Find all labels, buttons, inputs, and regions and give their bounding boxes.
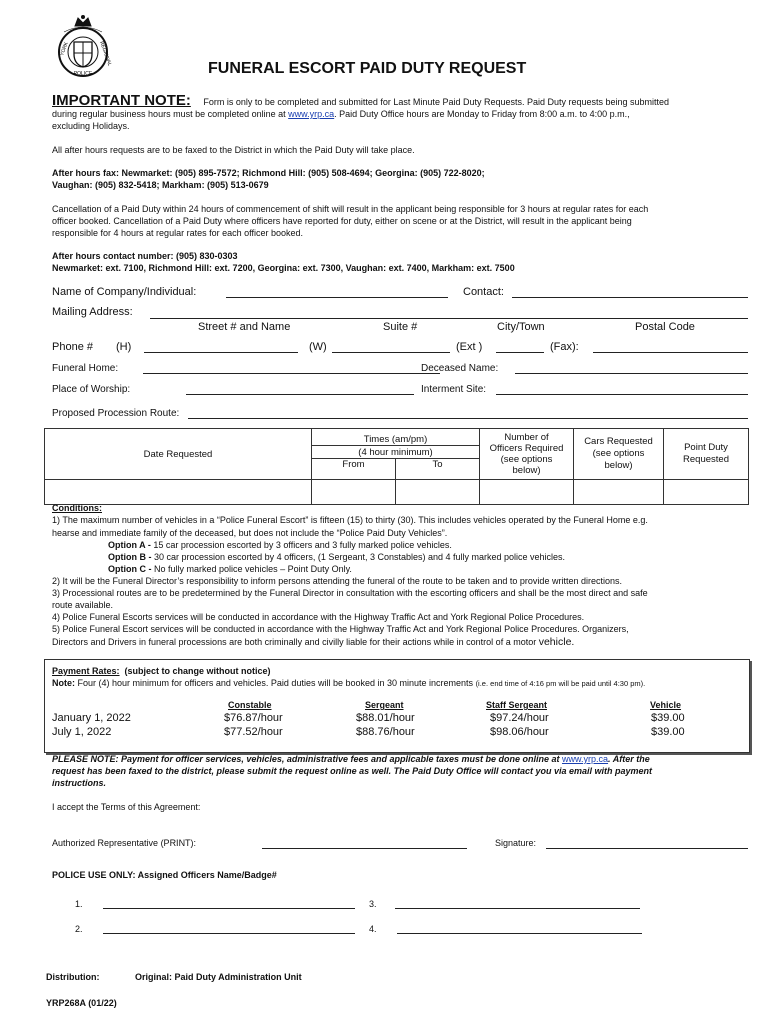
svg-text:REGIONAL: REGIONAL <box>98 40 112 67</box>
work-phone-input-line[interactable] <box>332 352 450 353</box>
rate-row-1-vehicle: $39.00 <box>651 712 685 724</box>
phone-label: Phone # <box>52 341 93 353</box>
after-hours-contact-line1: After hours contact number: (905) 830-0303 <box>52 251 238 261</box>
form-code: YRP268A (01/22) <box>46 998 117 1008</box>
condition-5a: 5) Police Funeral Escort services will be conducted in accordance with the Highway Traffic Act and York Regional Police Procedures. Organizers, <box>52 624 629 634</box>
from-time-cell[interactable] <box>312 480 396 505</box>
deceased-name-input-line[interactable] <box>515 373 748 374</box>
condition-1b: hearse and immediate family of the deceased, but does not include the “Police Paid Duty Vehicles”. <box>52 528 448 538</box>
extension-label: (Ext ) <box>456 341 483 353</box>
condition-5c-text: vehicle. <box>538 636 575 648</box>
funeral-home-input-line[interactable] <box>143 373 440 374</box>
rate-row-2-sergeant: $88.76/hour <box>356 726 415 738</box>
suite-caption: Suite # <box>383 321 418 333</box>
four-hour-minimum-header: (4 hour minimum) <box>312 446 480 459</box>
officer-2-input-line[interactable] <box>103 933 355 934</box>
option-a-text: 15 car procession escorted by 3 officers and 3 fully marked police vehicles. <box>153 540 452 550</box>
cars-header-line1: Cars Requested <box>584 436 653 447</box>
officer-4-input-line[interactable] <box>397 933 642 934</box>
option-c-text: No fully marked police vehicles – Point Duty Only. <box>154 564 352 574</box>
rate-row-1-sergeant: $88.01/hour <box>356 712 415 724</box>
interment-site-label: Interment Site: <box>421 384 487 395</box>
form-title: FUNERAL ESCORT PAID DUTY REQUEST <box>208 60 527 77</box>
police-use-only-heading: POLICE USE ONLY: Assigned Officers Name/Badge# <box>52 870 277 880</box>
point-duty-header <box>664 429 749 480</box>
cancellation-line2: officer booked. Cancellation of a Paid Duty where officers have reported for duty, either on scene or at the District, will result in the applicant being <box>52 216 632 226</box>
home-phone-label: (H) <box>116 341 132 353</box>
important-note-line1 <box>52 92 669 110</box>
svg-text:YORK: YORK <box>59 41 70 57</box>
payment-note <box>52 678 645 688</box>
rate-row-1-staff-sergeant: $97.24/hour <box>490 712 549 724</box>
officers-header-line3: (see options <box>500 454 553 465</box>
please-note-line2: request has been faxed to the district, please submit the request online as well. The Paid Duty Office will contact you via email with payment <box>52 766 652 776</box>
important-label: IMPORTANT NOTE: <box>52 92 191 109</box>
rate-row-1-constable: $76.87/hour <box>224 712 283 724</box>
option-c-label: Option C - <box>108 564 152 574</box>
payment-rates-heading: Payment Rates: <box>52 666 120 676</box>
point-duty-header-line1: Point Duty <box>684 442 728 453</box>
york-regional-police-crest-logo <box>54 12 112 78</box>
conditions-heading: Conditions: <box>52 503 102 513</box>
condition-4: 4) Police Funeral Escorts services will be conducted in accordance with the Highway Traffic Act and York Regional Police Procedures. <box>52 612 585 622</box>
officers-header-line1: Number of <box>504 432 549 443</box>
rate-row-2-constable: $77.52/hour <box>224 726 283 738</box>
work-phone-label: (W) <box>309 341 327 353</box>
deceased-name-label: Deceased Name: <box>421 363 499 374</box>
street-caption: Street # and Name <box>198 321 291 333</box>
option-a <box>108 540 452 550</box>
option-b-label: Option B - <box>108 552 152 562</box>
place-of-worship-label: Place of Worship: <box>52 384 131 395</box>
procession-route-input-line[interactable] <box>188 418 748 419</box>
payment-note-label: Note: <box>52 678 75 688</box>
condition-1a: 1) The maximum number of vehicles in a “Police Funeral Escort” is fifteen (15) to thirty (30). This includes vehicles operated by the Funeral Home e.g. <box>52 515 648 525</box>
after-hours-contact-line2: Newmarket: ext. 7100, Richmond Hill: ext. 7200, Georgina: ext. 7300, Vaughan: ext. 7400, Markham: ext. 7500 <box>52 263 515 273</box>
fax-numbers-line2: Vaughan: (905) 832-5418; Markham: (905) 513-0679 <box>52 180 269 190</box>
contact-label: Contact: <box>463 286 504 298</box>
officer-3-number: 3. <box>369 899 377 909</box>
condition-5b <box>52 636 574 648</box>
condition-2: 2) It will be the Funeral Director’s responsibility to inform persons attending the funeral of the route to be taken and to provide written directions. <box>52 576 622 586</box>
option-c <box>108 564 352 574</box>
sergeant-column-header: Sergeant <box>365 700 404 710</box>
place-of-worship-input-line[interactable] <box>186 394 414 395</box>
extension-input-line[interactable] <box>496 352 544 353</box>
officer-2-number: 2. <box>75 924 83 934</box>
payment-rates-header <box>52 666 271 676</box>
officer-4-number: 4. <box>369 924 377 934</box>
cars-requested-header <box>574 429 664 480</box>
cars-header-line3: below) <box>604 460 633 471</box>
payment-note-text: Four (4) hour minimum for officers and vehicles. Paid duties will be booked in 30 minute increments <box>77 678 474 688</box>
officers-header-line4: below) <box>512 465 541 476</box>
request-details-table <box>44 428 749 505</box>
officers-required-cell[interactable] <box>480 480 574 505</box>
please-note-line3: instructions. <box>52 778 107 788</box>
condition-5b-text: Directors and Drivers in funeral processions are both criminally and civilly liable for their actions while in control of a motor <box>52 637 537 647</box>
officers-required-header <box>480 429 574 480</box>
accept-terms-text: I accept the Terms of this Agreement: <box>52 802 201 812</box>
point-duty-header-line2: Requested <box>683 454 729 465</box>
payment-rates-subject: (subject to change without notice) <box>124 666 271 676</box>
staff-sergeant-column-header: Staff Sergeant <box>486 700 548 710</box>
cancellation-line1: Cancellation of a Paid Duty within 24 hours of commencement of shift will result in the applicant being responsible for 3 hours at regular rates for each <box>52 204 649 214</box>
option-b <box>108 552 565 562</box>
rate-row-2-staff-sergeant: $98.06/hour <box>490 726 549 738</box>
please-note-text-1b: . After the <box>608 754 650 764</box>
vehicle-column-header: Vehicle <box>650 700 682 710</box>
important-text-2b: . Paid Duty Office hours are Monday to Friday from 8:00 a.m. to 4:00 p.m., <box>334 109 630 119</box>
date-requested-cell[interactable] <box>45 480 312 505</box>
constable-column-header: Constable <box>228 700 272 710</box>
funeral-home-label: Funeral Home: <box>52 363 119 374</box>
home-phone-input-line[interactable] <box>144 352 298 353</box>
payment-note-small: (i.e. end time of 4:16 pm will be paid until 4:30 pm). <box>475 679 646 688</box>
fax-numbers-line1: After hours fax: Newmarket: (905) 895-7572; Richmond Hill: (905) 508-4694; Georgina: (905) 722-8020; <box>52 168 485 178</box>
signature-label: Signature: <box>495 838 537 848</box>
important-text-2a: during regular business hours must be completed online at <box>52 109 286 119</box>
cars-requested-cell[interactable] <box>574 480 664 505</box>
signature-input-line[interactable] <box>546 848 748 849</box>
officer-3-input-line[interactable] <box>395 908 640 909</box>
authorized-rep-input-line[interactable] <box>262 848 467 849</box>
officers-header-line2: Officers Required <box>489 443 564 454</box>
distribution-value: Original: Paid Duty Administration Unit <box>135 972 302 982</box>
mailing-address-input-line[interactable] <box>150 318 748 319</box>
authorized-rep-label: Authorized Representative (PRINT): <box>52 838 197 848</box>
company-input-line[interactable] <box>226 297 448 298</box>
condition-3b: route available. <box>52 600 114 610</box>
officer-1-input-line[interactable] <box>103 908 355 909</box>
postal-code-caption: Postal Code <box>635 321 695 333</box>
officer-1-number: 1. <box>75 899 83 909</box>
date-requested-header: Date Requested <box>45 429 312 480</box>
cancellation-line3: responsible for 4 hours at regular rates for each officer booked. <box>52 228 303 238</box>
important-note-line3: excluding Holidays. <box>52 121 130 131</box>
fax-input-line[interactable] <box>593 352 748 353</box>
to-header: To <box>396 459 480 480</box>
rate-row-2-vehicle: $39.00 <box>651 726 685 738</box>
contact-input-line[interactable] <box>512 297 748 298</box>
mailing-address-label: Mailing Address: <box>52 306 133 318</box>
important-text-1: Form is only to be completed and submitted for Last Minute Paid Duty Requests. Paid Duty requests being submitted <box>203 97 670 107</box>
company-label: Name of Company/Individual: <box>52 286 197 298</box>
cars-header-line2: (see options <box>592 448 645 459</box>
procession-route-label: Proposed Procession Route: <box>52 408 180 419</box>
important-note-line2 <box>52 109 630 119</box>
interment-site-input-line[interactable] <box>496 394 748 395</box>
option-b-text: 30 car procession escorted by 4 officers, (1 Sergeant, 3 Constables) and 4 fully marked police vehicles. <box>154 552 566 562</box>
svg-text:POLICE: POLICE <box>73 71 93 77</box>
times-header: Times (am/pm) <box>312 429 480 446</box>
yrp-website-link[interactable]: www.yrp.ca <box>288 109 335 119</box>
from-header: From <box>312 459 396 480</box>
fax-label: (Fax): <box>550 341 579 353</box>
city-caption: City/Town <box>497 321 545 333</box>
please-note-text-1a: PLEASE NOTE: Payment for officer services, vehicles, administrative fees and applicable taxes must be done online at <box>52 754 560 764</box>
to-time-cell[interactable] <box>396 480 480 505</box>
option-a-label: Option A - <box>108 540 151 550</box>
yrp-payment-link[interactable]: www.yrp.ca <box>562 754 609 764</box>
rate-row-1-date: January 1, 2022 <box>52 712 131 724</box>
condition-3a: 3) Processional routes are to be predetermined by the Funeral Director in consultation with the escorting officers and shall be the most direct and safe <box>52 588 648 598</box>
distribution-label: Distribution: <box>46 972 100 982</box>
rate-row-2-date: July 1, 2022 <box>52 726 112 738</box>
after-hours-fax-note: All after hours requests are to be faxed to the District in which the Paid Duty will take place. <box>52 145 415 155</box>
please-note-line1 <box>52 754 650 764</box>
point-duty-cell[interactable] <box>664 480 749 505</box>
